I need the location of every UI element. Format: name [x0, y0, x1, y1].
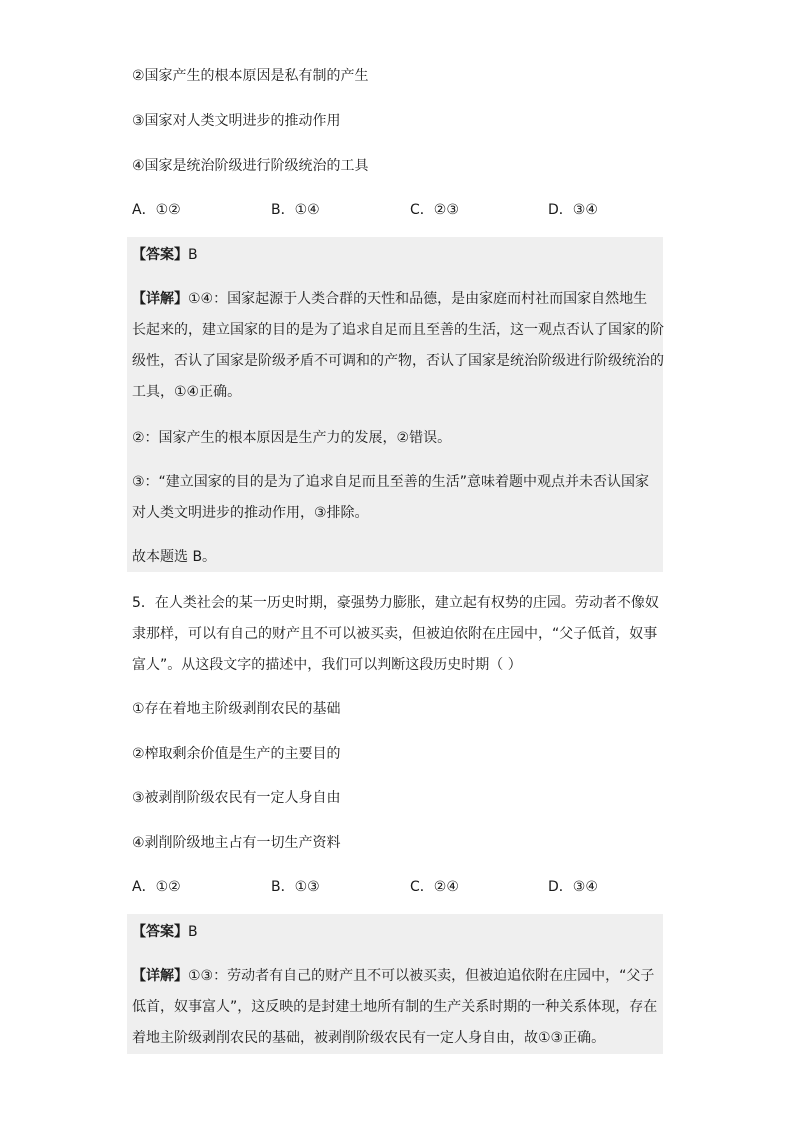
q4-conclusion: 故本题选 B。 [132, 549, 217, 565]
q5-statement-2: ②榨取剩余价值是生产的主要目的 [132, 746, 341, 762]
q5-stem-line-1: 5．在人类社会的某一历史时期，豪强势力膨胀，建立起有权势的庄园。劳动者不像奴 [132, 595, 659, 611]
q5-options [132, 877, 662, 897]
q4-statement-3: ③国家对人类文明进步的推动作用 [132, 113, 341, 129]
q5-detail-line-2: 低首，奴事富人”，这反映的是封建土地所有制的生产关系时期的一种关系体现，存在 [132, 999, 658, 1015]
q4-option-b: B．①④ [271, 202, 320, 218]
q4-option-a: A．①② [132, 202, 181, 218]
q5-answer-label: 【答案】 [132, 924, 188, 940]
q5-detail-line-3: 着地主阶级剥削农民的基础，被剥削阶级农民有一定人身自由，故①③正确。 [132, 1030, 606, 1046]
q4-detail-3-line-1: ③：“建立国家的目的是为了追求自足而且至善的生活”意味着题中观点并未否认国家 [132, 474, 650, 490]
q4-detail-line-1 [132, 289, 647, 309]
q5-answer-value: B [188, 924, 198, 940]
q5-answer [132, 922, 198, 942]
q4-answer-label: 【答案】 [132, 247, 188, 263]
q5-option-c: C．②④ [410, 879, 459, 895]
q5-statement-4: ④剥削阶级地主占有一切生产资料 [132, 835, 341, 851]
q5-option-a: A．①② [132, 879, 181, 895]
q4-detail-line-2: 长起来的，建立国家的目的是为了追求自足而且至善的生活，这一观点否认了国家的阶 [132, 322, 664, 338]
q4-detail-line-3: 级性，否认了国家是阶级矛盾不可调和的产物，否认了国家是统治阶级进行阶级统治的 [132, 353, 664, 369]
q5-option-b: B．①③ [271, 879, 320, 895]
q5-detail-label: 【详解】 [132, 968, 188, 984]
q4-option-c: C．②③ [410, 202, 459, 218]
q4-detail-3-line-2: 对人类文明进步的推动作用，③排除。 [132, 505, 369, 521]
q4-statement-4: ④国家是统治阶级进行阶级统治的工具 [132, 158, 369, 174]
q5-option-d: D．③④ [548, 879, 598, 895]
q5-statement-3: ③被剥削阶级农民有一定人身自由 [132, 790, 341, 806]
q5-stem-line-2: 隶那样，可以有自己的财产且不可以被买卖，但被迫依附在庄园中，“父子低首，奴事 [132, 626, 658, 642]
q5-stem-line-3: 富人”。从这段文字的描述中，我们可以判断这段历史时期（ ） [132, 657, 522, 673]
q4-option-d: D．③④ [548, 202, 598, 218]
q4-answer-value: B [188, 247, 198, 263]
q4-detail-label: 【详解】 [132, 291, 188, 307]
q4-detail-2: ②：国家产生的根本原因是生产力的发展，②错误。 [132, 430, 452, 446]
q5-statement-1: ①存在着地主阶级剥削农民的基础 [132, 701, 341, 717]
q4-detail-text-1: ①④：国家起源于人类合群的天性和品德，是由家庭而村社而国家自然地生 [188, 291, 648, 307]
q5-detail-text-1: ①③：劳动者有自己的财产且不可以被买卖，但被迫追依附在庄园中，“父子 [188, 968, 655, 984]
q4-answer [132, 245, 198, 265]
q5-detail-line-1 [132, 966, 654, 986]
q4-statement-2: ②国家产生的根本原因是私有制的产生 [132, 68, 369, 84]
q4-options [132, 200, 662, 220]
q4-detail-line-4: 工具，①④正确。 [132, 384, 242, 400]
